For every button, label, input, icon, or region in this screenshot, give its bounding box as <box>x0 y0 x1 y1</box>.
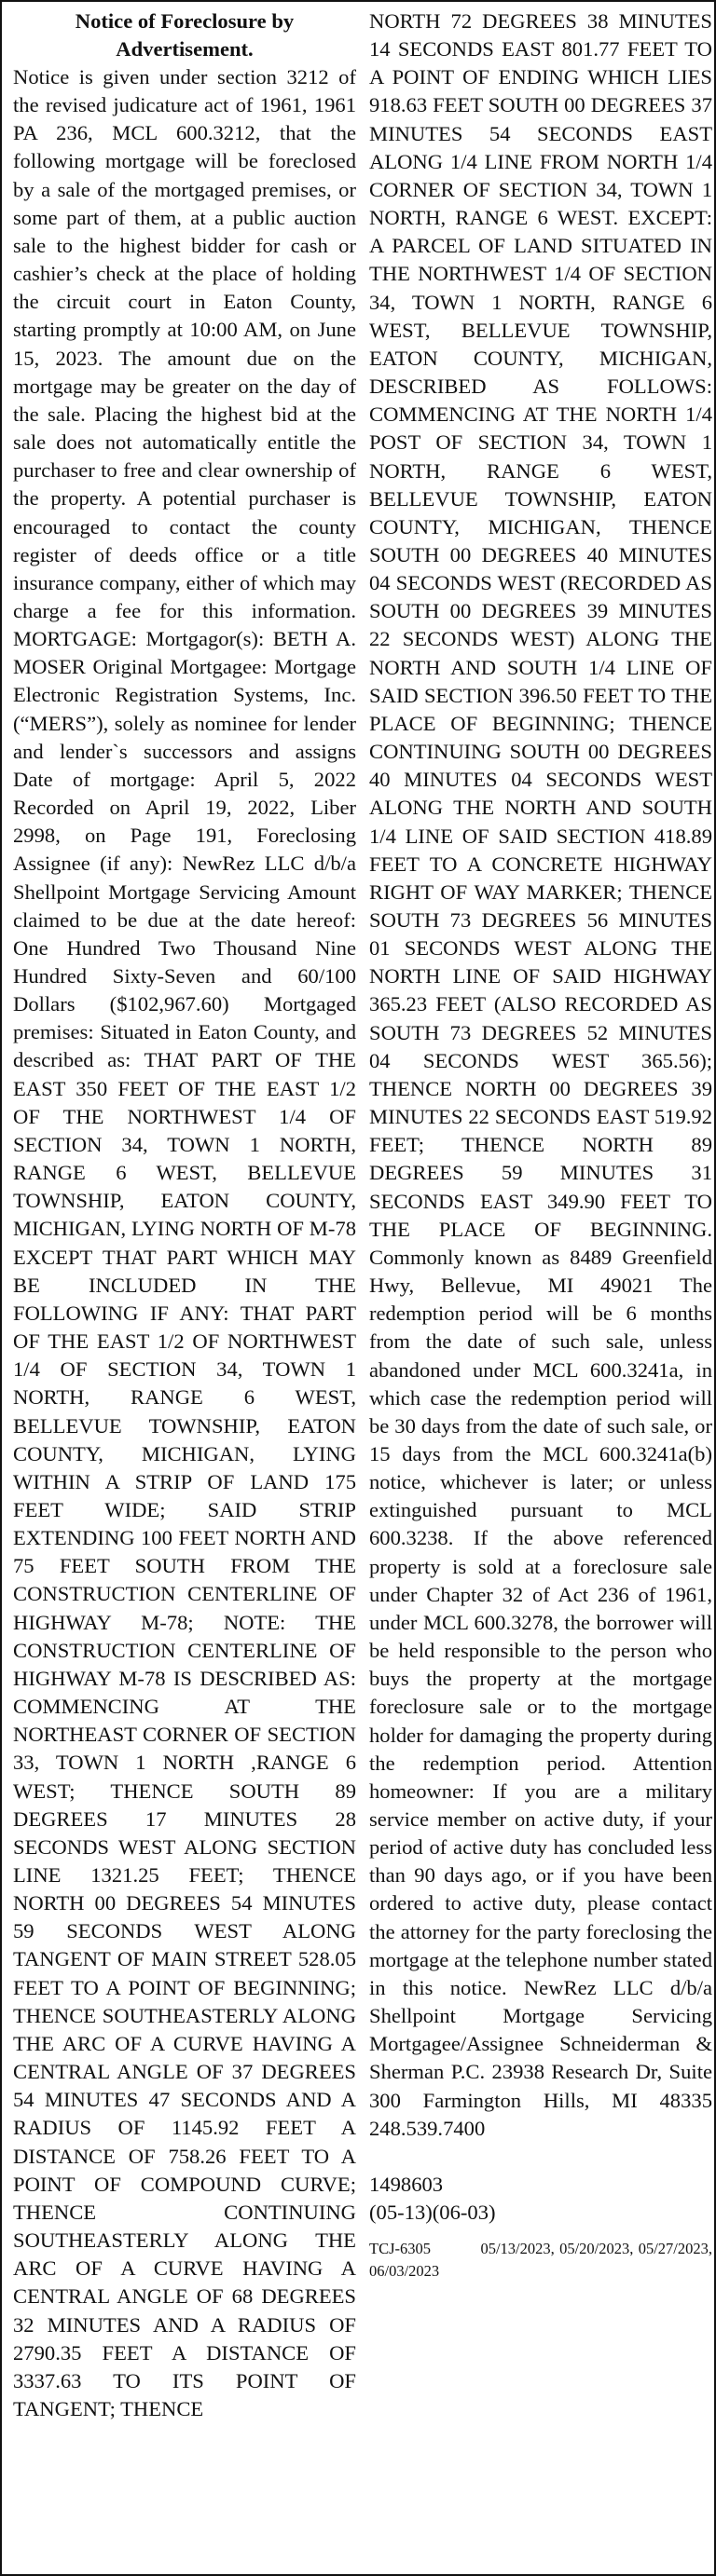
reference-dates: (05-13)(06-03) <box>369 2201 496 2225</box>
publication-code: TCJ-6305 <box>369 2240 431 2258</box>
reference-number: 1498603 <box>369 2172 444 2196</box>
notice-title: Notice of Foreclosure by Advertisement. <box>75 9 295 61</box>
publication-dates: 05/13/2023, 05/20/2023, 05/27/2023, 06/03/2023 <box>369 2240 713 2281</box>
paragraph-spacer <box>369 2143 712 2171</box>
notice-body-right: NORTH 72 DEGREES 38 MINUTES 14 SECONDS EAST 801.77 FEET TO A POINT OF ENDING WHICH LIES 918.63 FEET SOUTH 00 DEGREES 37 MINUTES 54 SECONDS EAST ALONG 1/4 LINE FROM NORTH 1/4 CORNER OF SECTION 34, TOWN 1 NORTH, RANGE 6 WEST. EXCEPT: A PARCEL OF LAND SITUATED IN THE NORTHWEST 1/4 OF SECTION 34, TOWN 1 NORTH, RANGE 6 WEST, BELLEVUE TOWNSHIP, EATON COUNTY, MICHIGAN, DESCRIBED AS FOLLOWS: COMMENCING AT THE NORTH 1/4 POST OF SECTION 34, TOWN 1 NORTH, RANGE 6 WEST, BELLEVUE TOWNSHIP, EATON COUNTY, MICHIGAN, THENCE SOUTH 00 DEGREES 40 MINUTES 04 SECONDS WEST (RECORDED AS SOUTH 00 DEGREES 39 MINUTES 22 SECONDS WEST) ALONG THE NORTH AND SOUTH 1/4 LINE OF SAID SECTION 396.50 FEET TO THE PLACE OF BEGINNING; THENCE CONTINUING SOUTH 00 DEGREES 40 MINUTES 04 SECONDS WEST ALONG THE NORTH AND SOUTH 1/4 LINE OF SAID SECTION 418.89 FEET TO A CONCRETE HIGHWAY RIGHT OF WAY MARKER; THENCE SOUTH 73 DEGREES 56 MINUTES 01 SECONDS WEST ALONG THE NORTH LINE OF SAID HIGHWAY 365.23 FEET (ALSO RECORDED AS SOUTH 73 DEGREES 52 MINUTES 04 SECONDS WEST 365.56); THENCE NORTH 00 DEGREES 39 MINUTES 22 SECONDS EAST 519.92 FEET; THENCE NORTH 89 DEGREES 59 MINUTES 31 SECONDS EAST 349.90 FEET TO THE PLACE OF BEGINNING. Commonly known as 8489 Greenfield Hwy, Bellevue, MI 49021 The redemption period will be 6 months from the date of such sale, unless abandoned under MCL 600.3241a, in which case the redemption period will be 30 days from the date of such sale, or 15 days from the MCL 600.3241a(b) notice, whichever is later; or unless extinguished pursuant to MCL 600.3238. If the above referenced property is sold at a foreclosure sale under Chapter 32 of Act 236 of 1961, under MCL 600.3278, the borrower will be held responsible to the person who buys the property at the mortgage foreclosure sale or to the mortgage holder for damaging the property during the redemption period. Attention homeowner: If you are a military service member on active duty, if your period of active duty has concluded less than 90 days ago, or if you have been ordered to active duty, please contact the attorney for the party foreclosing the mortgage at the telephone number stated in this notice. NewRez LLC d/b/a Shellpoint Mortgage Servicing Mortgagee/Assignee Schneiderman & Sherman P.C. 23938 Research Dr, Suite 300 Farmington Hills, MI 48335 248.539.7400 <box>369 9 712 2140</box>
left-column <box>13 7 356 2423</box>
notice-body-left: Notice is given under section 3212 of the revised judicature act of 1961, 1961 PA 236, MCL 600.3212, that the following mortgage will be foreclosed by a sale of the mortgaged premises, or some part of them, at a public auction sale to the highest bidder for cash or cashier’s check at the place of holding the circuit court in Eaton County, starting promptly at 10:00 AM, on June 15, 2023. The amount due on the mortgage may be greater on the day of the sale. Placing the highest bid at the sale does not automatically entitle the purchaser to free and clear ownership of the property. A potential purchaser is encouraged to contact the county register of deeds office or a title insurance company, either of which may charge a fee for this information. MORTGAGE: Mortgagor(s): BETH A. MOSER Original Mortgagee: Mortgage Electronic Registration Systems, Inc. (“MERS”), solely as nominee for lender and lender`s successors and assigns Date of mortgage: April 5, 2022 Recorded on April 19, 2022, Liber 2998, on Page 191, Foreclosing Assignee (if any): NewRez LLC d/b/a Shellpoint Mortgage Servicing Amount claimed to be due at the date hereof: One Hundred Two Thousand Nine Hundred Sixty-Seven and 60/100 Dollars ($102,967.60) Mortgaged premises: Situated in Eaton County, and described as: THAT PART OF THE EAST 350 FEET OF THE EAST 1/2 OF THE NORTHWEST 1/4 OF SECTION 34, TOWN 1 NORTH, RANGE 6 WEST, BELLEVUE TOWNSHIP, EATON COUNTY, MICHIGAN, LYING NORTH OF M-78 EXCEPT THAT PART WHICH MAY BE INCLUDED IN THE FOLLOWING IF ANY: THAT PART OF THE EAST 1/2 OF NORTHWEST 1/4 OF SECTION 34, TOWN 1 NORTH, RANGE 6 WEST, BELLEVUE TOWNSHIP, EATON COUNTY, MICHIGAN, LYING WITHIN A STRIP OF LAND 175 FEET WIDE; SAID STRIP EXTENDING 100 FEET NORTH AND 75 FEET SOUTH FROM THE CONSTRUCTION CENTERLINE OF HIGHWAY M-78; NOTE: THE CONSTRUCTION CENTERLINE OF HIGHWAY M-78 IS DESCRIBED AS: COMMENCING AT THE NORTHEAST CORNER OF SECTION 33, TOWN 1 NORTH ,RANGE 6 WEST; THENCE SOUTH 89 DEGREES 17 MINUTES 28 SECONDS WEST ALONG SECTION LINE 1321.25 FEET; THENCE NORTH 00 DEGREES 54 MINUTES 59 SECONDS WEST ALONG TANGENT OF MAIN STREET 528.05 FEET TO A POINT OF BEGINNING; THENCE SOUTHEASTERLY ALONG THE ARC OF A CURVE HAVING A CENTRAL ANGLE OF 37 DEGREES 54 MINUTES 47 SECONDS AND A RADIUS OF 1145.92 FEET A DISTANCE OF 758.26 FEET TO A POINT OF COMPOUND CURVE; THENCE CONTINUING SOUTHEASTERLY ALONG THE ARC OF A CURVE HAVING A CENTRAL ANGLE OF 68 DEGREES 32 MINUTES AND A RADIUS OF 2790.35 FEET A DISTANCE OF 3337.63 TO ITS POINT OF TANGENT; THENCE <box>13 65 356 2420</box>
publication-footer <box>369 2238 712 2283</box>
right-column <box>369 7 712 2283</box>
